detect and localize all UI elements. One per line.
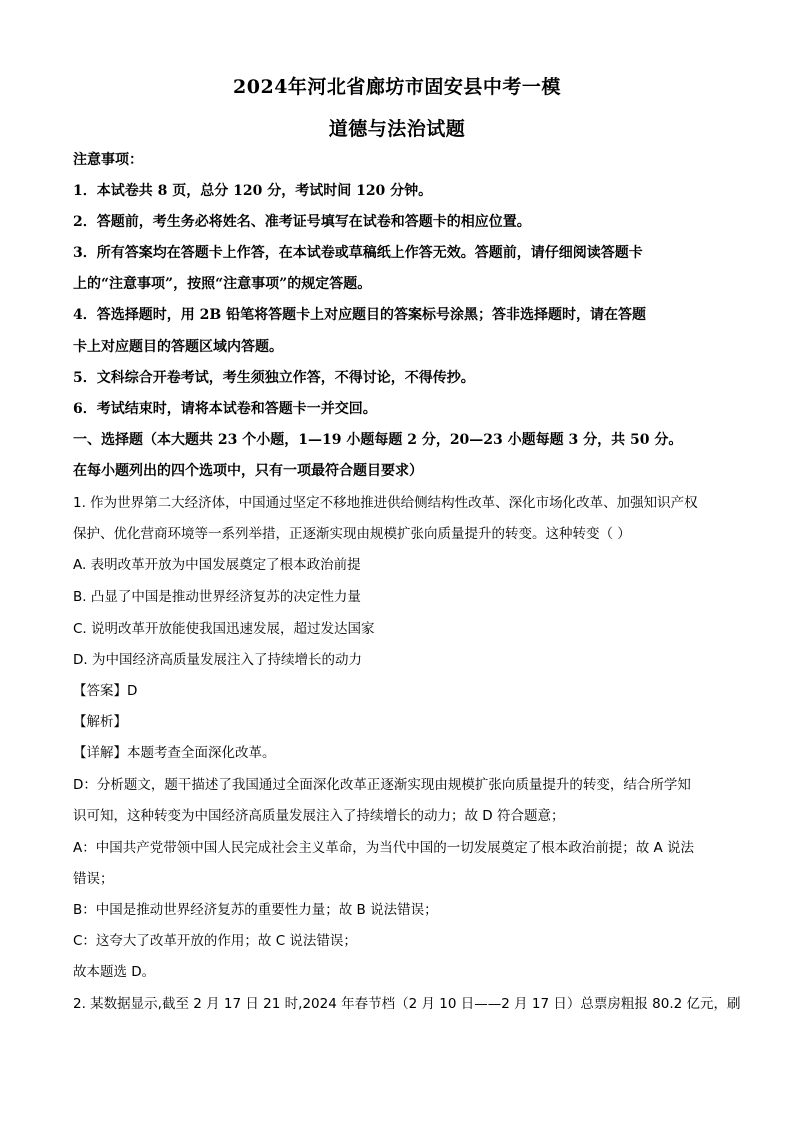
option-d: D. 为中国经济高质量发展注入了持续增长的动力 [73,652,362,668]
note-item: 5．文科综合开卷考试，考生须独立作答，不得讨论，不得传抄。 [73,370,475,386]
note-item: 2．答题前，考生务必将姓名、准考证号填写在试卷和答题卡的相应位置。 [73,214,531,230]
note-item: 3．所有答案均在答题卡上作答，在本试卷或草稿纸上作答无效。答题前，请仔细阅读答题卡 [73,245,643,261]
section-heading: 一、选择题（本大题共 23 个小题，1—19 小题每题 2 分，20—23 小题每题 3 分，共 50 分。 [73,432,683,448]
explanation-line: 识可知，这种转变为中国经济高质量发展注入了持续增长的动力；故 D 符合题意； [73,808,565,824]
note-item: 卡上对应题目的答题区域内答题。 [73,339,283,355]
note-item: 上的“注意事项”，按照“注意事项”的规定答题。 [73,276,372,292]
analysis-label: 【解析】 [73,714,127,730]
answer-label: 【答案】D [73,683,138,699]
question-stem: 保护、优化营商环境等一系列举措，正逐渐实现由规模扩张向质量提升的转变。这种转变（ ） [73,526,631,542]
note-item: 1．本试卷共 8 页，总分 120 分，考试时间 120 分钟。 [73,183,433,199]
notes-heading: 注意事项： [73,152,143,168]
detail-label: 【详解】本题考查全面深化改革。 [73,745,276,761]
question-stem: 2. 某数据显示,截至 2 月 17 日 21 时,2024 年春节档（2 月 10 日——2 月 17 日）总票房粗报 80.2 亿元，刷 [73,996,741,1012]
option-c: C. 说明改革开放能使我国迅速发展，超过发达国家 [73,621,375,637]
question-stem: 1. 作为世界第二大经济体，中国通过坚定不移地推进供给侧结构性改革、深化市场化改革、加强知识产权 [73,495,698,511]
explanation-line: A：中国共产党带领中国人民完成社会主义革命，为当代中国的一切发展奠定了根本政治前提；故 A 说法 [73,840,695,856]
page-subtitle: 道德与法治试题 [328,118,466,140]
option-a: A. 表明改革开放为中国发展奠定了根本政治前提 [73,557,361,573]
note-item: 6．考试结束时，请将本试卷和答题卡一并交回。 [73,401,377,417]
section-heading-cont: 在每小题列出的四个选项中，只有一项最符合题目要求） [73,463,423,479]
explanation-line: 故本题选 D。 [73,964,156,980]
note-item: 4．答选择题时，用 2B 铅笔将答题卡上对应题目的答案标号涂黑；答非选择题时，请在答题 [73,307,647,323]
explanation-line: 错误； [73,871,114,887]
option-b: B. 凸显了中国是推动世界经济复苏的决定性力量 [73,589,361,605]
explanation-line: B：中国是推动世界经济复苏的重要性力量；故 B 说法错误； [73,902,438,918]
explanation-line: D：分析题文，题干描述了我国通过全面深化改革正逐渐实现由规模扩张向质量提升的转变，结合所学知 [73,777,691,793]
page-title: 2024年河北省廊坊市固安县中考一模 [233,76,561,98]
explanation-line: C：这夸大了改革开放的作用；故 C 说法错误； [73,933,357,949]
